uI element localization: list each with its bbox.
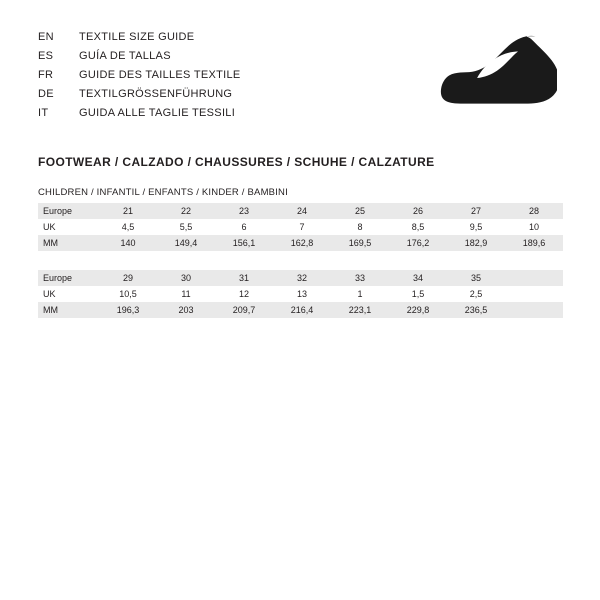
shoe-icon (439, 33, 557, 105)
table-cell: 11 (157, 286, 215, 302)
language-code: EN (38, 31, 54, 43)
table-row (38, 235, 563, 251)
table-cell: 32 (273, 270, 331, 286)
table-row (38, 302, 563, 318)
table-cell: 2,5 (447, 286, 505, 302)
size-table-children-small (38, 203, 563, 251)
section-subtitle: CHILDREN / INFANTIL / ENFANTS / KINDER / BAMBINI (38, 187, 288, 198)
size-table-children-large (38, 270, 563, 318)
table-cell: 34 (389, 270, 447, 286)
table-cell: 27 (447, 203, 505, 219)
table-cell: 8,5 (389, 219, 447, 235)
section-title: FOOTWEAR / CALZADO / CHAUSSURES / SCHUHE / CALZATURE (38, 155, 435, 169)
language-row (38, 88, 241, 107)
table-cell: 23 (215, 203, 273, 219)
table-cell: 169,5 (331, 235, 389, 251)
table-cell-empty (505, 270, 563, 286)
table-cell: 33 (331, 270, 389, 286)
table-cell: 26 (389, 203, 447, 219)
language-row (38, 107, 241, 126)
table-cell: 162,8 (273, 235, 331, 251)
table-cell: 196,3 (99, 302, 157, 318)
row-label: Europe (38, 203, 99, 219)
language-label: GUÍA DE TALLAS (79, 50, 171, 62)
table-cell: 29 (99, 270, 157, 286)
table-cell: 25 (331, 203, 389, 219)
table-cell: 209,7 (215, 302, 273, 318)
language-code: ES (38, 50, 54, 62)
table-row (38, 203, 563, 219)
language-label: TEXTILGRÖSSENFÜHRUNG (79, 88, 233, 100)
language-row (38, 50, 241, 69)
table-cell: 1,5 (389, 286, 447, 302)
table-cell: 156,1 (215, 235, 273, 251)
table-cell: 229,8 (389, 302, 447, 318)
table-cell: 189,6 (505, 235, 563, 251)
language-label: GUIDA ALLE TAGLIE TESSILI (79, 107, 236, 119)
table-cell: 236,5 (447, 302, 505, 318)
language-code: FR (38, 69, 54, 81)
table-cell: 4,5 (99, 219, 157, 235)
table-cell: 7 (273, 219, 331, 235)
language-code: IT (38, 107, 49, 119)
table-cell: 182,9 (447, 235, 505, 251)
table-cell: 203 (157, 302, 215, 318)
table-cell: 5,5 (157, 219, 215, 235)
language-row (38, 69, 241, 88)
table-cell: 8 (331, 219, 389, 235)
row-label: UK (38, 286, 99, 302)
table-cell: 28 (505, 203, 563, 219)
language-row (38, 31, 241, 50)
row-label: MM (38, 302, 99, 318)
table-cell: 30 (157, 270, 215, 286)
table-cell: 149,4 (157, 235, 215, 251)
table-row (38, 219, 563, 235)
table-row (38, 270, 563, 286)
language-list (38, 31, 241, 126)
row-label: Europe (38, 270, 99, 286)
table-cell-empty (505, 302, 563, 318)
table-cell: 223,1 (331, 302, 389, 318)
table-cell: 24 (273, 203, 331, 219)
language-code: DE (38, 88, 54, 100)
table-cell: 216,4 (273, 302, 331, 318)
table-cell: 22 (157, 203, 215, 219)
table-cell: 10,5 (99, 286, 157, 302)
table-cell: 31 (215, 270, 273, 286)
table-cell: 1 (331, 286, 389, 302)
table-cell: 176,2 (389, 235, 447, 251)
table-cell: 12 (215, 286, 273, 302)
language-label: TEXTILE SIZE GUIDE (79, 31, 195, 43)
table-cell: 9,5 (447, 219, 505, 235)
row-label: UK (38, 219, 99, 235)
table-cell: 10 (505, 219, 563, 235)
table-cell: 35 (447, 270, 505, 286)
table-cell: 6 (215, 219, 273, 235)
language-label: GUIDE DES TAILLES TEXTILE (79, 69, 241, 81)
row-label: MM (38, 235, 99, 251)
table-cell: 140 (99, 235, 157, 251)
table-cell: 21 (99, 203, 157, 219)
table-cell: 13 (273, 286, 331, 302)
table-cell-empty (505, 286, 563, 302)
table-row (38, 286, 563, 302)
